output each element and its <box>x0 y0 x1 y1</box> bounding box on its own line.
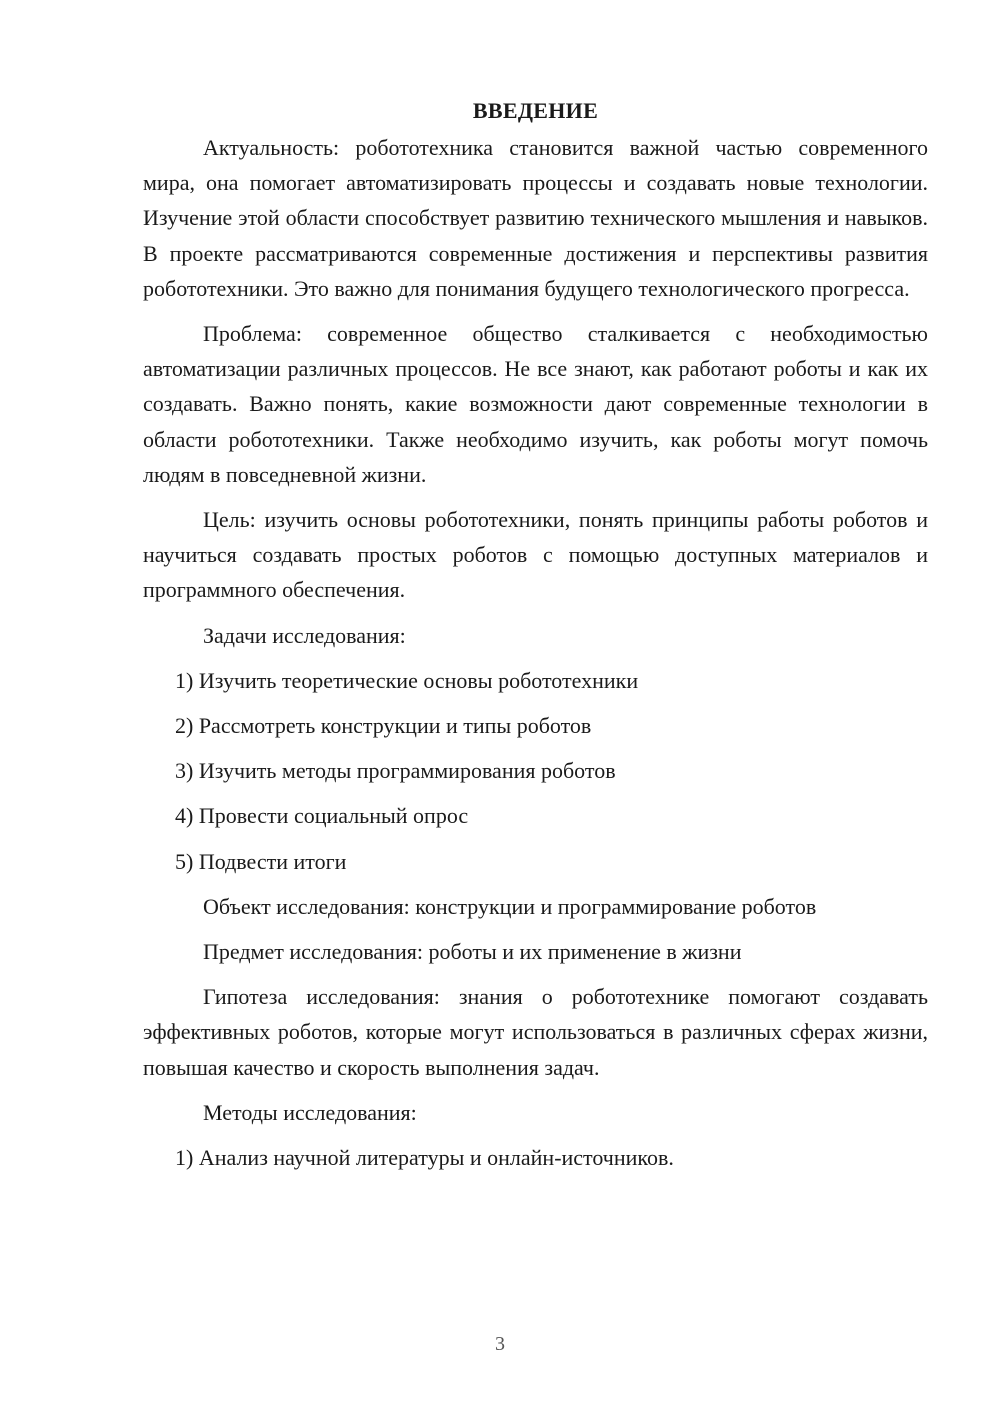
research-subject: Предмет исследования: роботы и их применение в жизни <box>203 939 742 965</box>
task-item: 5) Подвести итоги <box>175 848 347 874</box>
task-item: 1) Изучить теоретические основы робототехники <box>175 667 639 693</box>
task-item: 3) Изучить методы программирования роботов <box>175 758 616 784</box>
task-item: 4) Провести социальный опрос <box>175 803 469 829</box>
task-item: 2) Рассмотреть конструкции и типы роботов <box>175 713 592 739</box>
method-item: 1) Анализ научной литературы и онлайн-источников. <box>175 1145 674 1171</box>
methods-title: Методы исследования: <box>203 1099 417 1125</box>
hypothesis-paragraph: Гипотеза исследования: знания о робототехнике помогают создавать эффективных роботов, которые могут использоваться в различных сферах жизни, повышая качество и скорость выполнения задач. <box>143 984 928 1080</box>
page-number: 3 <box>495 1333 505 1355</box>
problem-paragraph: Проблема: современное общество сталкивается с необходимостью автоматизации различных процессов. Не все знают, как работают роботы и как их создавать. Важно понять, какие возможности дают современные технологии в области робототехники. Также необходимо изучить, как роботы могут помочь людям в повседневной жизни. <box>143 321 928 487</box>
tasks-title: Задачи исследования: <box>203 622 406 648</box>
section-heading: ВВЕДЕНИЕ <box>472 98 599 123</box>
goal-paragraph: Цель: изучить основы робототехники, понять принципы работы роботов и научиться создавать простых роботов с помощью доступных материалов и программного обеспечения. <box>143 507 928 603</box>
research-object: Объект исследования: конструкции и программирование роботов <box>203 893 817 919</box>
document-page <box>143 96 928 1185</box>
relevance-paragraph: Актуальность: робототехника становится важной частью современного мира, она помогает автоматизировать процессы и создавать новые технологии. Изучение этой области способствует развитию технического мышления и навыков. В проекте рассматриваются современные достижения и перспективы развития робототехники. Это важно для понимания будущего технологического прогресса. <box>143 135 928 301</box>
